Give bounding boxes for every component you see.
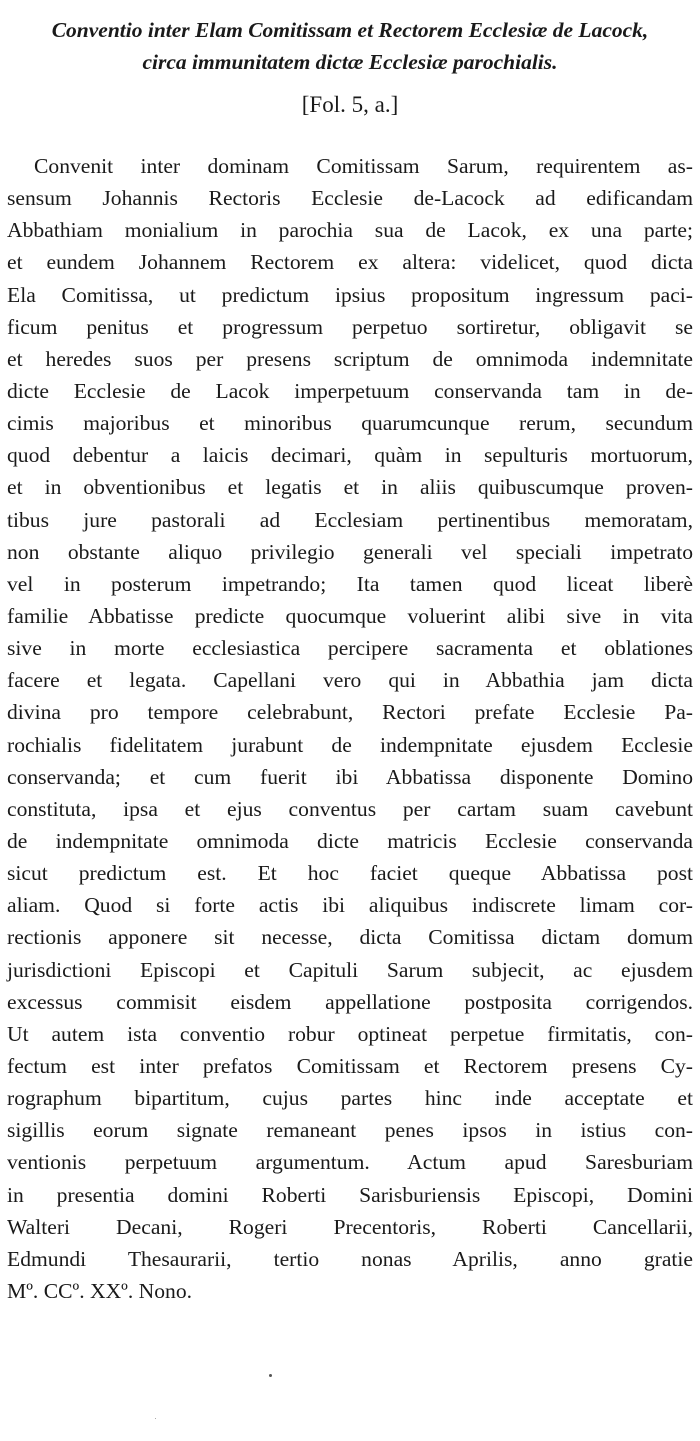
document-heading xyxy=(0,14,700,78)
body-line: Ut autem ista conventio robur optineat perpetue firmitatis, con- xyxy=(7,1021,693,1046)
body-line: aliam. Quod si forte actis ibi aliquibus indiscrete limam cor- xyxy=(7,893,693,918)
body-line: excessus commisit eisdem appellatione postposita corrigendos. xyxy=(7,989,693,1014)
heading-line-2: circa immunitatem dictæ Ecclesiæ parochialis. xyxy=(142,50,558,74)
ink-mark xyxy=(269,1374,272,1377)
body-line: cimis majoribus et minoribus quarumcunque rerum, secundum xyxy=(7,411,693,436)
body-line: sigillis eorum signate remaneant penes ipsos in istius con- xyxy=(7,1118,693,1143)
body-line: non obstante aliquo privilegio generali vel speciali impetrato xyxy=(7,539,693,564)
body-line: fectum est inter prefatos Comitissam et Rectorem presens Cy- xyxy=(7,1053,693,1078)
body-line: Walteri Decani, Rogeri Precentoris, Roberti Cancellarii, xyxy=(7,1214,693,1239)
folio-reference: [Fol. 5, a.] xyxy=(301,92,399,117)
body-line: et in obventionibus et legatis et in aliis quibuscumque proven- xyxy=(7,475,693,500)
body-line: Mº. CCº. XXº. Nono. xyxy=(7,1278,193,1303)
body-line: vel in posterum impetrando; Ita tamen quod liceat liberè xyxy=(7,571,693,596)
body-line: facere et legata. Capellani vero qui in Abbathia jam dicta xyxy=(7,668,693,693)
heading-line-1: Conventio inter Elam Comitissam et Rectorem Ecclesiæ de Lacock, xyxy=(51,18,649,42)
body-line: familie Abbatisse predicte quocumque voluerint alibi sive in vita xyxy=(7,603,693,628)
body-line: ventionis perpetuum argumentum. Actum apud Saresburiam xyxy=(7,1150,693,1175)
body-line: de indempnitate omnimoda dicte matricis Ecclesie conservanda xyxy=(7,828,693,853)
body-line: et heredes suos per presens scriptum de omnimoda indemnitate xyxy=(7,346,693,371)
body-line: ficum penitus et progressum perpetuo sortiretur, obligavit se xyxy=(7,314,693,339)
body-line: rectionis apponere sit necesse, dicta Comitissa dictam domum xyxy=(7,925,693,950)
body-line: divina pro tempore celebrabunt, Rectori prefate Ecclesie Pa- xyxy=(7,700,693,725)
body-line: Convenit inter dominam Comitissam Sarum, requirentem as- xyxy=(34,154,693,178)
body-line: Edmundi Thesaurarii, tertio nonas Aprilis, anno gratie xyxy=(7,1246,693,1271)
paper-speck xyxy=(155,1418,156,1419)
body-line: conservanda; et cum fuerit ibi Abbatissa disponente Domino xyxy=(7,764,693,789)
body-line: constituta, ipsa et ejus conventus per cartam suam cavebunt xyxy=(7,796,693,821)
body-line: in presentia domini Roberti Sarisburiensis Episcopi, Domini xyxy=(7,1182,693,1207)
body-line: rographum bipartitum, cujus partes hinc inde acceptate et xyxy=(7,1086,693,1111)
body-line: et eundem Johannem Rectorem ex altera: videlicet, quod dicta xyxy=(7,250,693,275)
body-line: sensum Johannis Rectoris Ecclesie de-Lacock ad edificandam xyxy=(7,186,693,211)
body-line: sicut predictum est. Et hoc faciet queque Abbatissa post xyxy=(7,861,693,886)
body-line: sive in morte ecclesiastica percipere sacramenta et oblationes xyxy=(7,636,693,661)
body-line: Ela Comitissa, ut predictum ipsius propositum ingressum paci- xyxy=(7,282,693,307)
body-line: tibus jure pastorali ad Ecclesiam pertinentibus memoratam, xyxy=(7,507,693,532)
body-line: dicte Ecclesie de Lacok imperpetuum conservanda tam in de- xyxy=(7,378,693,403)
body-line: jurisdictioni Episcopi et Capituli Sarum subjecit, ac ejusdem xyxy=(7,957,693,982)
body-line: Abbathiam monialium in parochia sua de Lacok, ex una parte; xyxy=(7,218,693,243)
body-line: quod debentur a laicis decimari, quàm in sepulturis mortuorum, xyxy=(7,443,693,468)
body-line: rochialis fidelitatem jurabunt de indempnitate ejusdem Ecclesie xyxy=(7,732,693,757)
document-body-text xyxy=(7,150,693,1307)
